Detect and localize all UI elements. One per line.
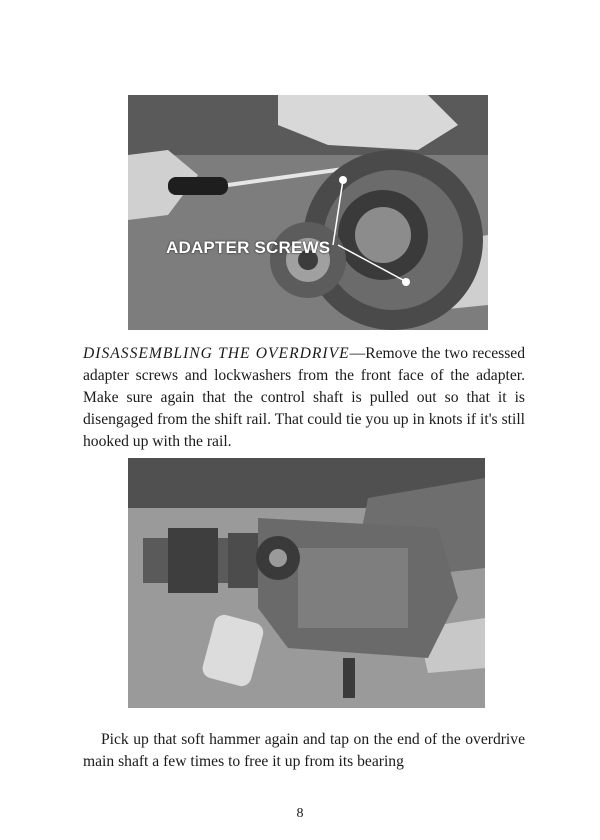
- overdrive-removal-photo: [128, 458, 485, 708]
- adapter-screws-label: ADAPTER SCREWS: [166, 238, 331, 257]
- page-number: 8: [296, 806, 304, 821]
- paragraph-body: Remove the two recessed adapter screws and lockwashers from the front face of the adapter. Make sure again that the control shaft is pulled out so that it is disengaged from the shift rail. That could tie you up in knots if it's still hooked up with the rail.: [83, 345, 526, 450]
- disassembling-paragraph: [83, 343, 525, 453]
- heading-dash: —: [349, 345, 366, 362]
- soft-hammer-paragraph: Pick up that soft hammer again and tap on the end of the overdrive main shaft a few times to free it up from its bearing: [83, 731, 525, 770]
- section-heading: DISASSEMBLING THE OVERDRIVE: [83, 345, 350, 362]
- adapter-screws-photo: [128, 95, 488, 330]
